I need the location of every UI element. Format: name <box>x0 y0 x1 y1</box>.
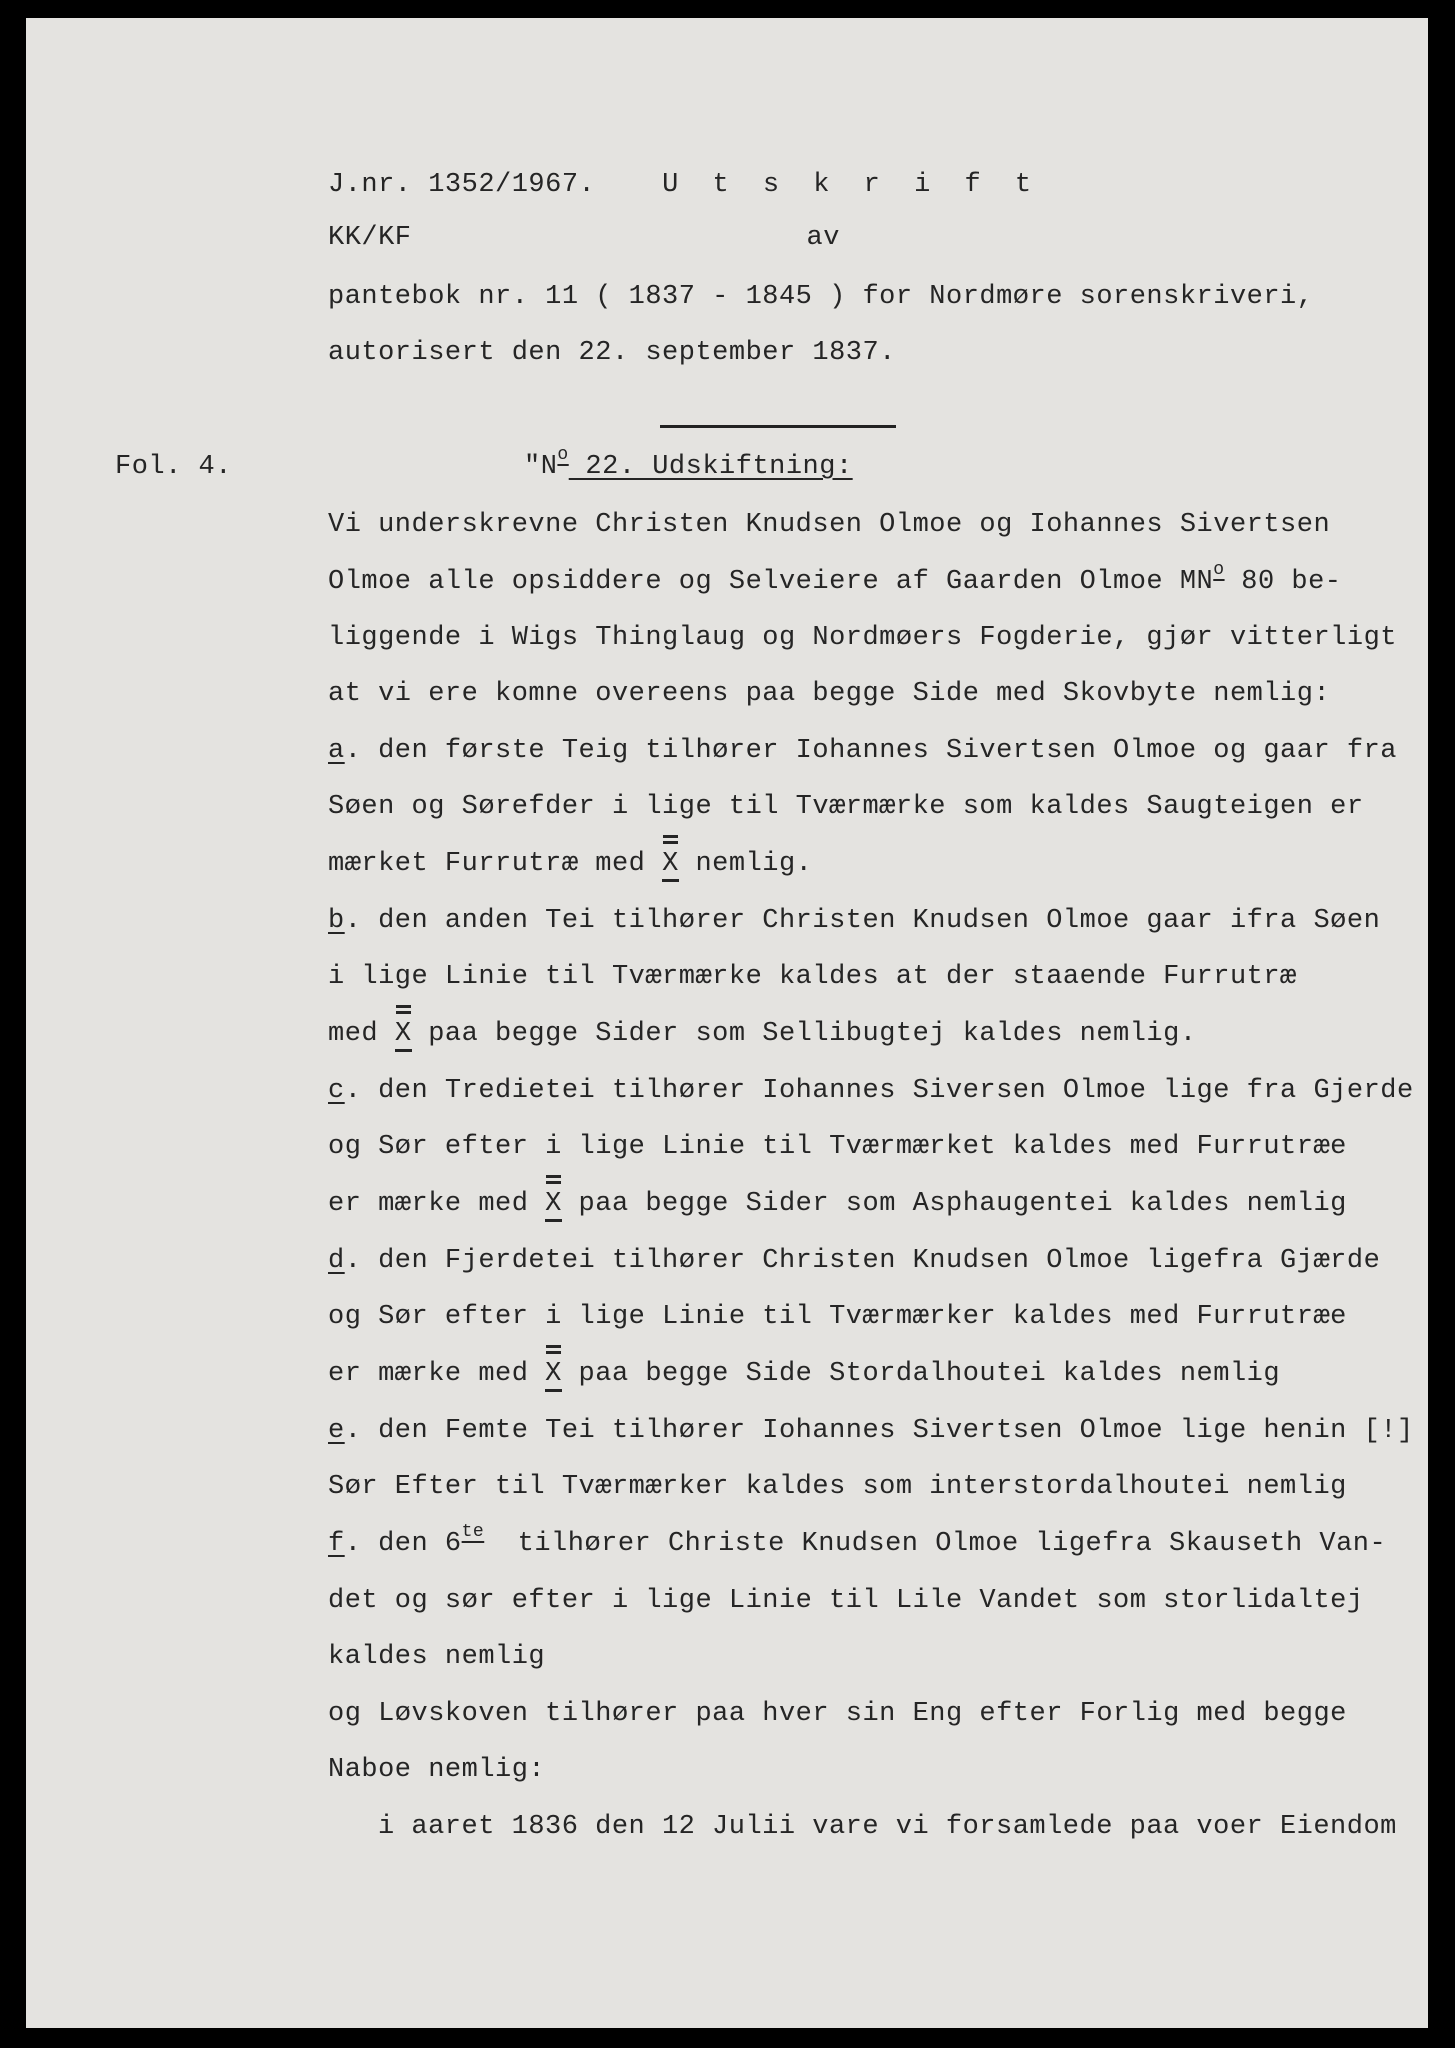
body-line: er mærke med X paa begge Side Stordalhoutei kaldes nemlig <box>328 1357 1280 1391</box>
header-line-4: autorisert den 22. september 1837. <box>328 338 896 368</box>
body-line: Søen og Sørefder i lige til Tværmærke som kaldes Saugteigen er <box>328 792 1364 822</box>
folio-label: Fol. 4. <box>115 452 232 482</box>
body-line: i aaret 1836 den 12 Julii vare vi forsamlede paa voer Eiendom <box>378 1812 1397 1842</box>
clause-c: c. den Tredietei tilhører Iohannes Siversen Olmoe lige fra Gjerde <box>328 1076 1414 1106</box>
body-line: Olmoe alle opsiddere og Selveiere af Gaarden Olmoe $MN^o$ 80 be- <box>328 560 1342 597</box>
tree-mark-symbol: X <box>395 1017 412 1051</box>
body-line: og Sør efter i lige Linie til Tværmærket kaldes med Furrutræe <box>328 1132 1347 1162</box>
document-title: U t s k r i f t <box>662 170 1041 200</box>
body-line: er mærke med X paa begge Sider som Asphaugentei kaldes nemlig <box>328 1187 1347 1221</box>
clause-a: a. den første Teig tilhører Iohannes Sivertsen Olmoe og gaar fra <box>328 736 1397 766</box>
body-line: med X paa begge Sider som Sellibugtej kaldes nemlig. <box>328 1017 1197 1051</box>
body-line: Naboe nemlig: <box>328 1755 546 1785</box>
header-line-2 <box>328 221 840 255</box>
body-line: kaldes nemlig <box>328 1642 546 1672</box>
clause-d: d. den Fjerdetei tilhører Christen Knudsen Olmoe ligefra Gjærde <box>328 1246 1381 1276</box>
clause-b: b. den anden Tei tilhører Christen Knudsen Olmoe gaar ifra Søen <box>328 906 1381 936</box>
clause-e: e. den Femte Tei tilhører Iohannes Sivertsen Olmoe lige henin [!] <box>328 1416 1414 1446</box>
body-line: mærket Furrutræ med X nemlig. <box>328 847 812 881</box>
tree-mark-symbol: X <box>662 847 679 881</box>
clause-f: f. den $6^{te}$ tilhører Christe Knudsen Olmoe ligefra Skauseth Van- <box>328 1522 1387 1559</box>
body-line: liggende i Wigs Thinglaug og Nordmøers Fogderie, gjør vitterligt <box>328 623 1397 653</box>
body-line: og Sør efter i lige Linie til Tværmærker kaldes med Furrutræe <box>328 1302 1347 1332</box>
tree-mark-symbol: X <box>545 1187 562 1221</box>
body-line: i lige Linie til Tværmærke kaldes at der staaende Furrutræ <box>328 962 1297 992</box>
header-line-1 <box>328 168 1040 202</box>
initials: KK/KF <box>328 223 412 253</box>
document-page <box>26 18 1428 2028</box>
body-line: det og sør efter i lige Linie til Lile Vandet som storlidaltej <box>328 1586 1364 1616</box>
body-line: og Løvskoven tilhører paa hver sin Eng efter Forlig med begge <box>328 1699 1347 1729</box>
body-line: Vi underskrevne Christen Knudsen Olmoe og Iohannes Sivertsen <box>328 510 1331 540</box>
separator-rule <box>660 425 896 428</box>
journal-number: J.nr. 1352/1967. <box>328 170 596 200</box>
body-line: at vi ere komne overeens paa begge Side med Skovbyte nemlig: <box>328 679 1331 709</box>
section-heading: "$N^o$ 22. Udskiftning: <box>524 445 853 482</box>
header-line-3: pantebok nr. 11 ( 1837 - 1845 ) for Nordmøre sorenskriveri, <box>328 282 1314 312</box>
title-av: av <box>806 223 840 253</box>
tree-mark-symbol: X <box>545 1357 562 1391</box>
body-line: Sør Efter til Tværmærker kaldes som interstordalhoutei nemlig <box>328 1472 1347 1502</box>
